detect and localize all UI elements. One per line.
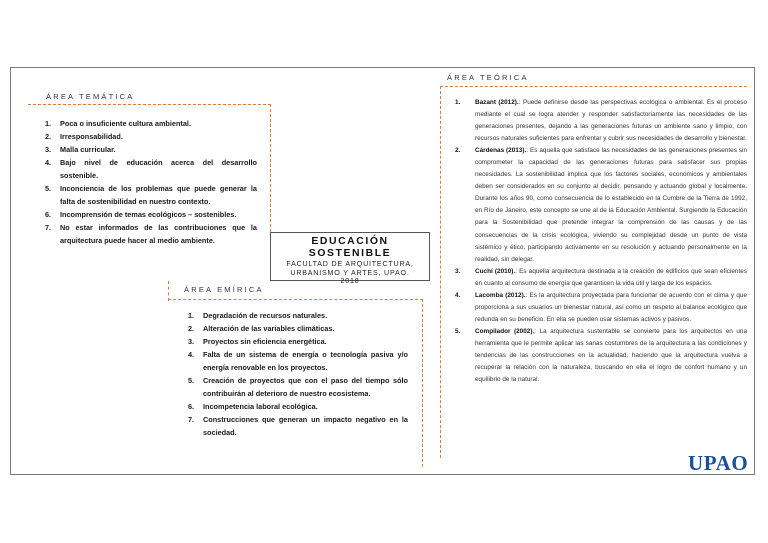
list-item-text: : Es la arquitectura proyectada para funcionar de acuerdo con el clima y que proporciona a sus usuarios un bienestar natural, así como un respeto al balance ecológico que redunda en su beneficio. En ella se pueden usar sistemas activos y pasivos. — [475, 291, 747, 323]
list-item — [45, 182, 257, 208]
area-teorica-left-divider — [440, 86, 441, 458]
list-item — [188, 309, 408, 322]
center-title: EDUCACIÓN SOSTENIBLE — [308, 236, 392, 259]
list-item-text: Bajo nivel de educación acerca del desarrollo sostenible. — [60, 158, 257, 180]
list-item — [455, 266, 747, 290]
list-item-text-wrap — [60, 182, 257, 208]
list-item — [455, 97, 747, 145]
list-item-text: : Puede definirse desde las perspectivas ecológica o ambiental. Es el proceso mediante el cual se logra atender y responder satisfactoriamente las necesidades de las generaciones presentes, dejando a las generaciones futuras un ambiente sano y limpio, con recursos naturales suficientes para enfrentar y cubrir sus necesidades de desarrollo y bienestar. — [475, 99, 747, 143]
list-item-text-wrap — [203, 309, 408, 322]
list-item-text-wrap — [203, 335, 408, 348]
list-item-text-wrap — [60, 221, 257, 247]
list-item-text-wrap — [203, 348, 408, 374]
list-item-text-wrap — [60, 143, 257, 156]
list-item-text-wrap — [60, 117, 257, 130]
list-item-number: 5. — [188, 376, 195, 385]
list-item-text-wrap — [60, 130, 257, 143]
area-empirica-top-divider — [168, 299, 423, 300]
area-empirica-right-divider — [422, 299, 423, 467]
list-item-number: 4. — [455, 291, 461, 299]
list-item — [455, 145, 747, 265]
list-item-text-wrap — [60, 156, 257, 182]
list-item-text-wrap — [475, 326, 747, 386]
list-item — [45, 156, 257, 182]
list-item-number: 2. — [188, 324, 195, 333]
list-item-text-wrap — [475, 97, 747, 145]
list-item-number: 7. — [45, 223, 52, 232]
list-item-text: Alteración de las variables climáticas. — [203, 324, 335, 333]
area-empirica-left-connector — [168, 281, 169, 301]
list-item-text: No estar informados de las contribuciones que la arquitectura puede hacer al medio ambiente. — [60, 223, 257, 245]
area-tematica-title: ÁREA TEMÁTICA — [46, 92, 135, 101]
list-item-number: 6. — [45, 210, 52, 219]
list-item-number: 3. — [188, 337, 195, 346]
list-item-number: 6. — [188, 402, 195, 411]
list-item-text: Creación de proyectos que con el paso del tiempo sólo contribuirán al deterioro de nuestro ecosistema. — [203, 376, 408, 398]
center-subtitle-line1: FACULTAD DE ARQUITECTURA, — [286, 260, 414, 268]
list-item-text-wrap — [203, 400, 408, 413]
area-teorica-list — [455, 97, 747, 386]
list-item-text: Proyectos sin eficiencia energética. — [203, 337, 327, 346]
list-item-text: Construcciones que generan un impacto negativo en la sociedad. — [203, 415, 408, 437]
area-teorica-top-divider — [440, 86, 747, 87]
list-item-number: 1. — [45, 119, 52, 128]
list-item-text-wrap — [475, 145, 747, 265]
area-tematica-list — [45, 117, 257, 247]
list-item-author: Cuchí (2010). — [475, 267, 516, 275]
area-tematica-right-divider — [270, 104, 271, 232]
area-empirica-list — [188, 309, 408, 439]
list-item — [188, 374, 408, 400]
list-item — [188, 413, 408, 439]
list-item-text: Inconciencia de los problemas que puede generar la falta de sostenibilidad en nuestro contexto. — [60, 184, 257, 206]
list-item — [188, 335, 408, 348]
list-item-text: : Es aquella arquitectura destinada a la creación de edificios que sean eficientes en cuanto al consumo de energía que garanticen la vida útil y larga de los espacios. — [475, 267, 748, 287]
list-item-number: 5. — [45, 184, 52, 193]
list-item — [455, 326, 747, 386]
list-item-text: : Es aquella que satisface las necesidades de las generaciones presentes sin comprometer la capacidad de las generaciones futuras para satisfacer sus propias necesidades. La sostenibilidad implica que los factores sociales, económicos y ambientales deben ser considerados en su conjunto al decidir, pensando y actuando global y localmente. Durante los años 90, como consecuencia de lo establecido en la Cumbre de la Tierra de 1992, en Río de Janeiro, este concepto se une al de la Educación Ambiental. Surgiendo la Educación para la Sostenibilidad que pretende integrar la comprensión de las causas y de las consecuencias de la crisis ecológica, viviendo su complejidad desde un punto de vista sistémico y ético, participando activamente en su resolución y actuando personalmente en la realidad, sin delegar. — [475, 147, 747, 263]
list-item-text: Degradación de recursos naturales. — [203, 311, 328, 320]
center-year: 2018 — [340, 277, 360, 286]
list-item-number: 7. — [188, 415, 195, 424]
area-teorica-title: ÁREA TEÓRICA — [447, 73, 529, 82]
list-item — [455, 290, 747, 326]
list-item — [45, 143, 257, 156]
list-item-number: 3. — [455, 267, 461, 275]
list-item-text-wrap — [475, 266, 747, 290]
upao-logo: UPAO — [688, 451, 749, 475]
list-item — [188, 348, 408, 374]
list-item-author: Cárdenas (2013). — [475, 147, 527, 155]
list-item — [45, 117, 257, 130]
list-item-text: Poca o insuficiente cultura ambiental. — [60, 119, 191, 128]
list-item-text-wrap — [203, 413, 408, 439]
list-item-text: Incomprensión de temas ecológicos – sostenibles. — [60, 210, 237, 219]
list-item-author: Bazant (2012). — [475, 99, 519, 106]
center-title-box — [270, 232, 430, 286]
list-item-text: Malla curricular. — [60, 145, 116, 154]
list-item — [45, 130, 257, 143]
list-item-text: : La arquitectura sustentable se convierte para los arquitectos en una herramienta que le permite aplicar las sanas costumbres de la arquitectura a las condiciones y tendencias de las construcciones en la actualidad, haciendo que la arquitectura vuelva a recuperar la relación con la naturaleza, buscando en ella el logro de confort humano y un equilibrio de la natural. — [475, 327, 747, 384]
area-tematica-top-divider — [28, 104, 271, 105]
list-item-author: Lacomba (2012). — [475, 291, 526, 299]
list-item-text: Irresponsabilidad. — [60, 132, 123, 141]
list-item — [45, 208, 257, 221]
list-item — [188, 400, 408, 413]
list-item — [188, 322, 408, 335]
list-item-number: 2. — [455, 147, 461, 155]
center-subtitle-line2: URBANISMO Y ARTES, UPAO. — [290, 268, 410, 277]
list-item-author: Compilador (2002). — [475, 327, 535, 335]
list-item-number: 2. — [45, 132, 52, 141]
list-item-number: 4. — [45, 158, 52, 167]
list-item-text: Falta de un sistema de energía o tecnología pasiva y/o energía renovable en los proyectos. — [203, 350, 408, 372]
list-item-number: 3. — [45, 145, 52, 154]
list-item-number: 4. — [188, 350, 195, 359]
list-item-number: 1. — [455, 99, 461, 106]
list-item-text: Incompetencia laboral ecológica. — [203, 402, 318, 411]
area-empirica-title: ÁREA EMÍRICA — [184, 285, 264, 294]
list-item-text-wrap — [203, 322, 408, 335]
list-item — [45, 221, 257, 247]
list-item-number: 5. — [455, 327, 461, 335]
list-item-text-wrap — [60, 208, 257, 221]
list-item-text-wrap — [475, 290, 747, 326]
list-item-text-wrap — [203, 374, 408, 400]
list-item-number: 1. — [188, 311, 195, 320]
